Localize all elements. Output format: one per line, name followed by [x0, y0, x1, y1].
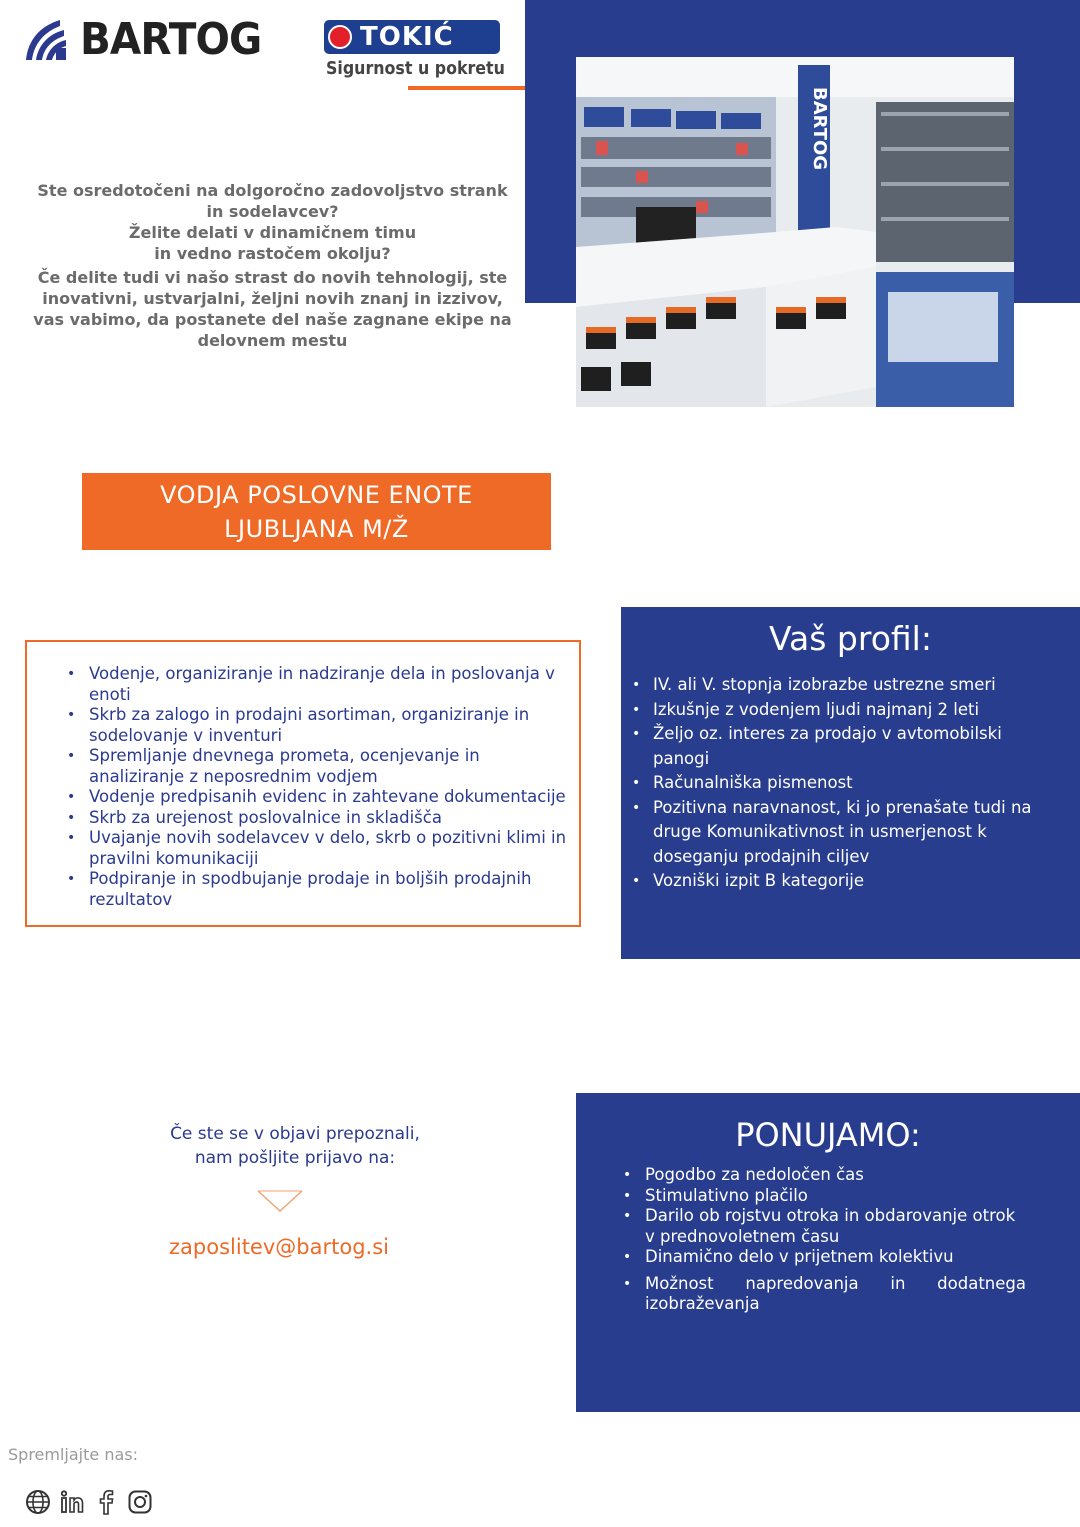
- offer-item: • Pogodbo za nedoločen čas: [645, 1165, 1080, 1186]
- instagram-icon[interactable]: [127, 1489, 153, 1515]
- duties-box: [25, 640, 581, 927]
- bartog-logo: [24, 16, 279, 64]
- job-title-line1: VODJA POSLOVNE ENOTE: [160, 480, 473, 509]
- duty-item: • Spremljanje dnevnega prometa, ocenjevanje in analiziranje z neposrednim vodjem: [89, 746, 579, 787]
- tokic-wordmark: TOKIĆ: [360, 22, 454, 52]
- duty-item: • Vodenje, organiziranje in nadziranje dela in poslovanja v enoti: [89, 664, 579, 705]
- tokic-dot-icon: [328, 25, 352, 49]
- email-link[interactable]: zaposlitev@bartog.si: [169, 1235, 389, 1259]
- globe-icon[interactable]: [25, 1489, 51, 1515]
- duty-item: • Uvajanje novih sodelavcev v delo, skrb o pozitivni klimi in pravilni komunikaciji: [89, 828, 579, 869]
- contact-line2: nam pošljite prijavo na:: [194, 1148, 396, 1168]
- offer-item: • Darilo ob rojstvu otroka in obdarovanje otrok v prednovoletnem času: [645, 1206, 1080, 1247]
- svg-text:BARTOG: BARTOG: [809, 87, 830, 171]
- profile-item: • IV. ali V. stopnja izobrazbe ustrezne smeri: [653, 673, 1080, 698]
- duty-item: • Skrb za zalogo in prodajni asortiman, organiziranje in sodelovanje v inventuri: [89, 705, 579, 746]
- social-icons: [25, 1489, 153, 1515]
- intro-line: Ste osredotočeni na dolgoročno zadovoljstvo strank in sodelavcev?: [37, 181, 508, 221]
- tokic-badge: [324, 20, 500, 54]
- profile-item: • Željo oz. interes za prodajo v avtomobilski panogi: [653, 722, 1080, 771]
- offers-panel: [576, 1093, 1080, 1412]
- profile-list: [621, 673, 1080, 894]
- intro-text: [30, 180, 515, 351]
- intro-line: Želite delati v dinamičnem timu: [128, 223, 417, 242]
- bartog-wordmark: BARTOG: [80, 14, 262, 65]
- profile-item: • Izkušnje z vodenjem ljudi najmanj 2 leti: [653, 698, 1080, 723]
- duty-item: • Vodenje predpisanih evidenc in zahtevane dokumentacije: [89, 787, 579, 808]
- store-photo: [576, 57, 1014, 407]
- tokic-slogan: Sigurnost u pokretu: [326, 58, 505, 79]
- profile-item: • Vozniški izpit B kategorije: [653, 869, 1080, 894]
- profile-heading: Vaš profil:: [769, 619, 932, 658]
- profile-item: • Pozitivna naravnanost, ki jo prenašate tudi na druge Komunikativnost in usmerjenost k doseganju prodajnih ciljev: [653, 796, 1080, 870]
- offers-list: [576, 1165, 1080, 1315]
- tokic-logo: [324, 20, 504, 86]
- offer-item: • Dinamično delo v prijetnem kolektivu: [645, 1247, 1080, 1268]
- profile-panel: [621, 607, 1080, 959]
- offer-item: • Možnost napredovanja in dodatnega izobraževanja: [645, 1274, 1080, 1315]
- facebook-icon[interactable]: [93, 1489, 119, 1515]
- intro-line: Če delite tudi vi našo strast do novih tehnologij, ste inovativni, ustvarjalni, željni novih znanj in izzivov, vas vabimo, da postanete del naše zagnane ekipe na delovnem mestu: [33, 268, 512, 350]
- job-title-line2: LJUBLJANA M/Ž: [224, 514, 409, 543]
- contact-text: [120, 1122, 470, 1170]
- bartog-logo-mark: [24, 18, 68, 62]
- duties-list: [27, 664, 579, 910]
- linkedin-icon[interactable]: [59, 1489, 85, 1515]
- job-title-banner: [82, 473, 551, 550]
- profile-item: • Računalniška pismenost: [653, 771, 1080, 796]
- duty-item: • Skrb za urejenost poslovalnice in skladišča: [89, 808, 579, 829]
- contact-line1: Če ste se v objavi prepoznali,: [170, 1124, 420, 1144]
- intro-line: in vedno rastočem okolju?: [154, 244, 391, 263]
- chevron-down-icon: [256, 1188, 304, 1214]
- offer-item: • Stimulativno plačilo: [645, 1186, 1080, 1207]
- store-photo-illustration: [576, 57, 1014, 407]
- offers-heading: PONUJAMO:: [735, 1116, 921, 1154]
- follow-label: Spremljajte nas:: [8, 1445, 138, 1464]
- duty-item: • Podpiranje in spodbujanje prodaje in boljših prodajnih rezultatov: [89, 869, 579, 910]
